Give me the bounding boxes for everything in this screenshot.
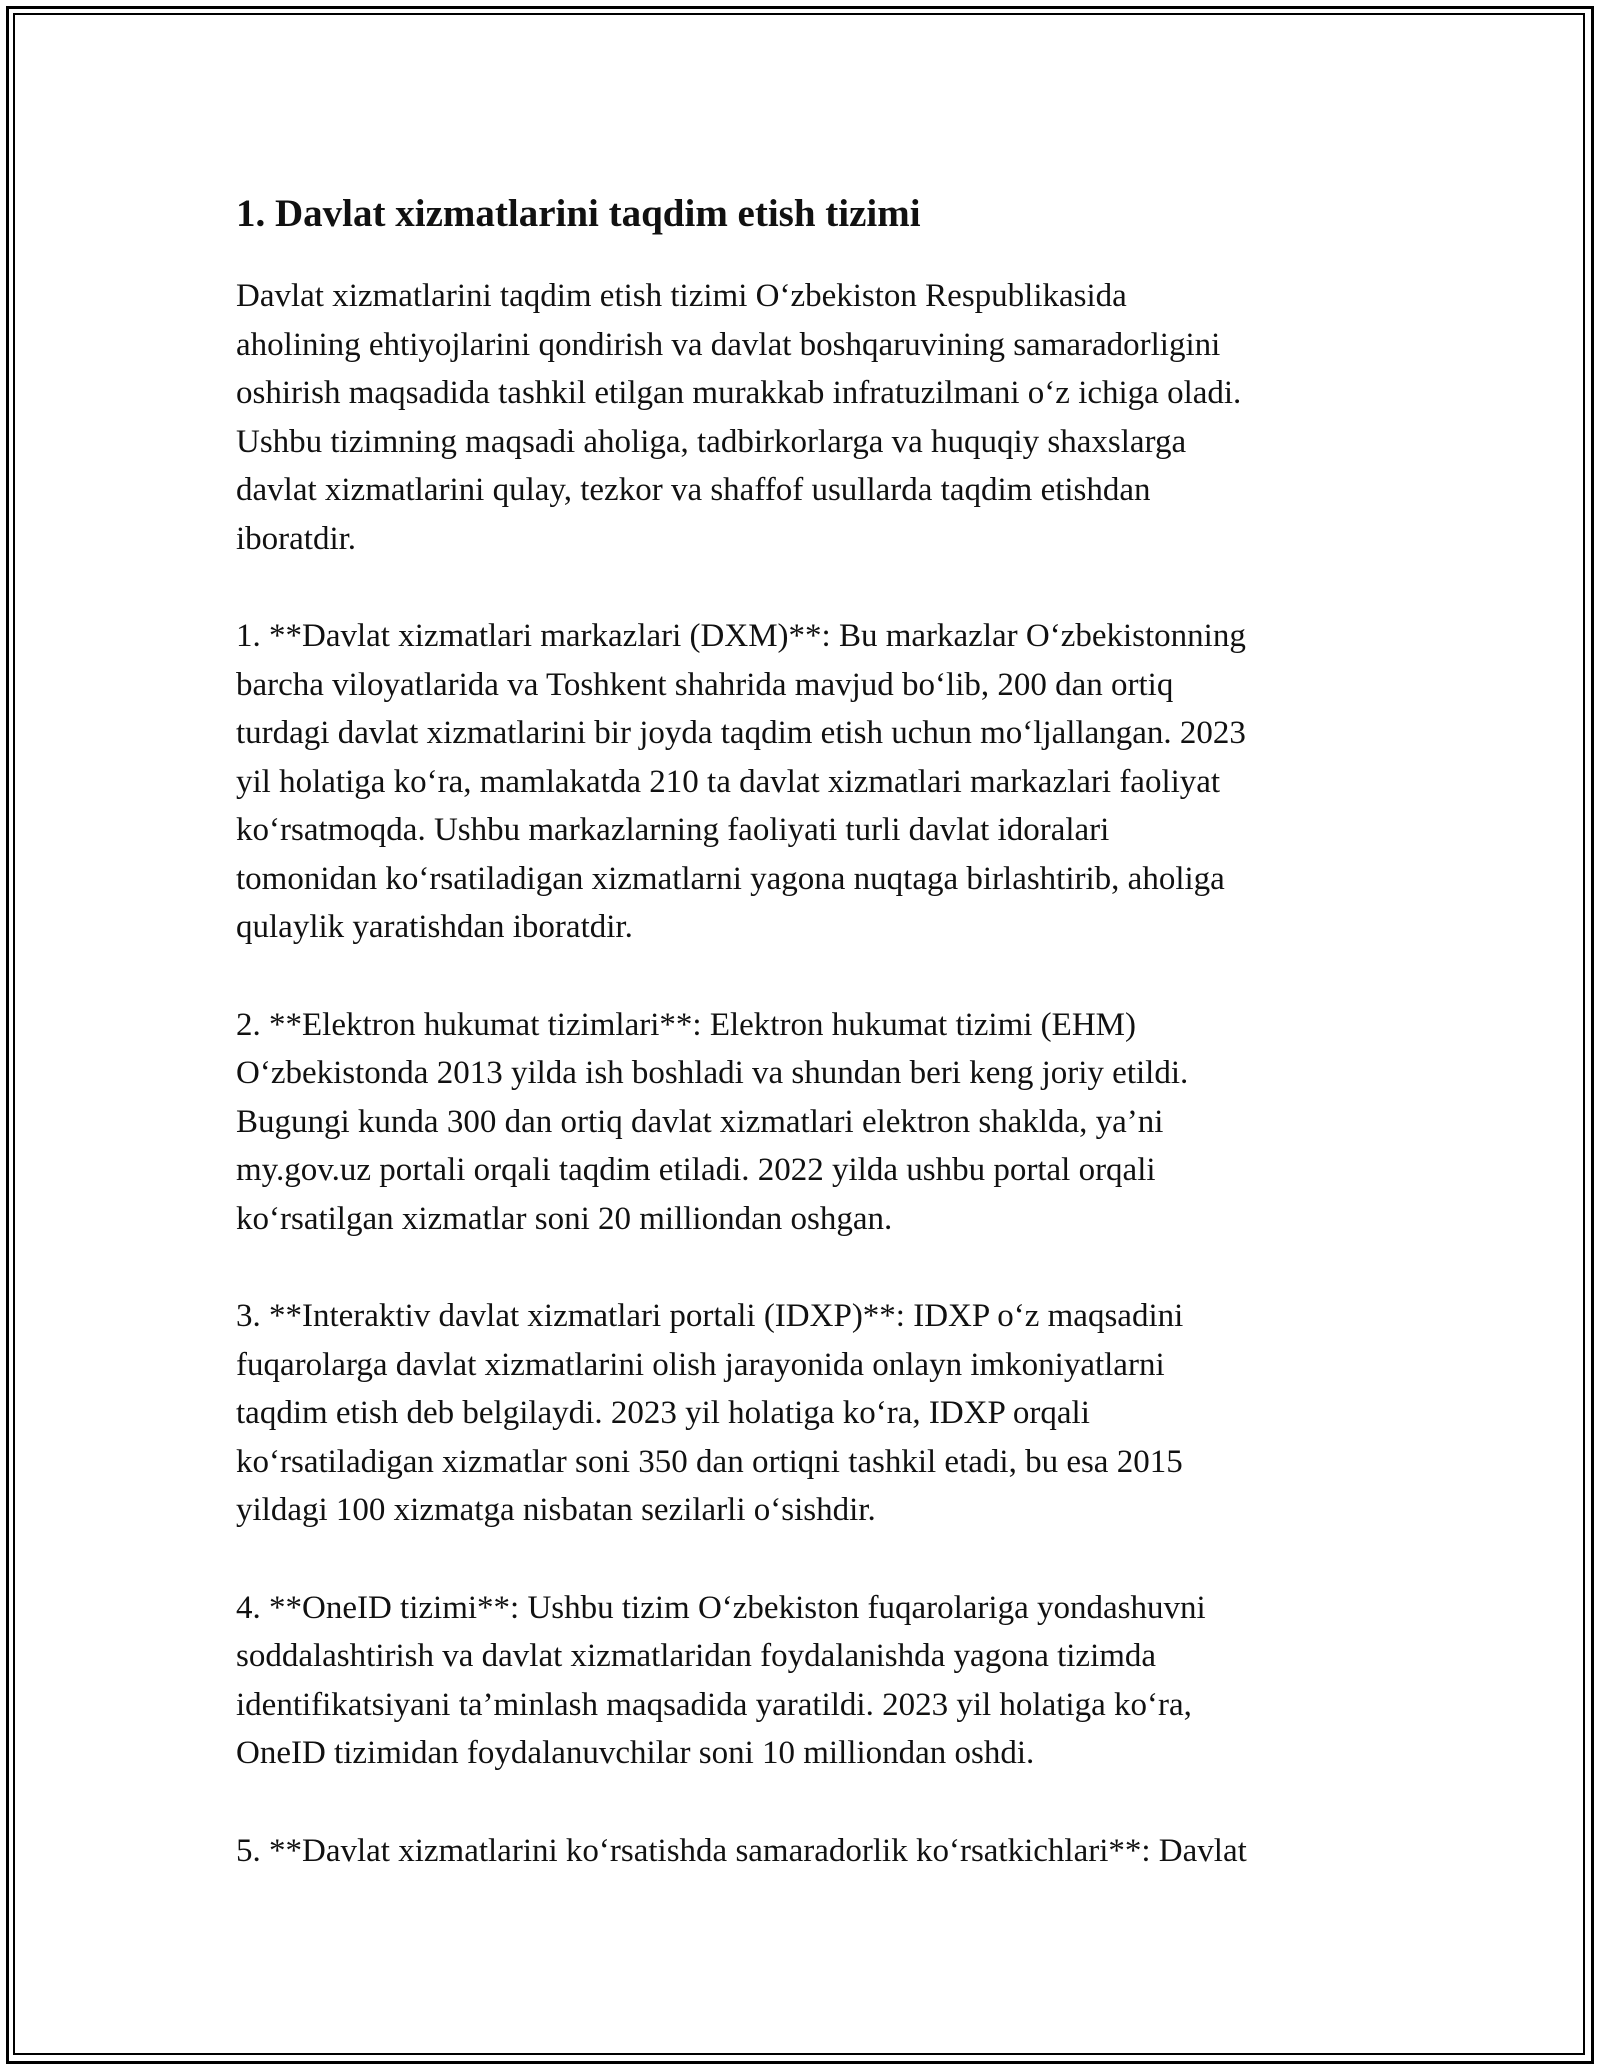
paragraph-item-5: 5. **Davlat xizmatlarini ko‘rsatishda samaradorlik ko‘rsatkichlari**: Davlat <box>236 1832 1247 1869</box>
document-body <box>236 184 1376 1924</box>
paragraph-item-1: 1. **Davlat xizmatlari markazlari (DXM)**: Bu markazlar O‘zbekistonning barcha viloyatlarida va Toshkent shahrida mavjud bo‘lib, 200 dan ortiq turdagi davlat xizmatlarini bir joyda taqdim etish uchun mo‘ljallangan. 2023 yil holatiga ko‘ra, mamlakatda 210 ta davlat xizmatlari markazlari faoliyat ko‘rsatmoqda. Ushbu markazlarning faoliyati turli davlat idoralari tomonidan ko‘rsatiladigan xizmatlarni yagona nuqtaga birlashtirib, aholiga qulaylik yaratishdan iboratdir. <box>236 618 1246 945</box>
intro-paragraph: Davlat xizmatlarini taqdim etish tizimi O‘zbekiston Respublikasida aholining ehtiyojlarini qondirish va davlat boshqaruvining samaradorligini oshirish maqsadida tashkil etilgan murakkab infratuzilmani o‘z ichiga oladi. Ushbu tizimning maqsadi aholiga, tadbirkorlarga va huquqiy shaxslarga davlat xizmatlarini qulay, tezkor va shaffof usullarda taqdim etishdan iboratdir. <box>236 278 1242 557</box>
paragraph-item-3: 3. **Interaktiv davlat xizmatlari portali (IDXP)**: IDXP o‘z maqsadini fuqarolarga davlat xizmatlarini olish jarayonida onlayn imkoniyatlarni taqdim etish deb belgilaydi. 2023 yil holatiga ko‘ra, IDXP orqali ko‘rsatiladigan xizmatlar soni 350 dan ortiqni tashkil etadi, bu esa 2015 yildagi 100 xizmatga nisbatan sezilarli o‘sishdir. <box>236 1298 1184 1528</box>
section-heading: 1. Davlat xizmatlarini taqdim etish tizimi <box>236 192 921 235</box>
paragraph-item-2: 2. **Elektron hukumat tizimlari**: Elektron hukumat tizimi (EHM) O‘zbekistonda 2013 yilda ish boshladi va shundan beri keng joriy etildi. Bugungi kunda 300 dan ortiq davlat xizmatlari elektron shaklda, ya’ni my.gov.uz portali orqali taqdim etiladi. 2022 yilda ushbu portal orqali ko‘rsatilgan xizmatlar soni 20 milliondan oshgan. <box>236 1006 1189 1237</box>
paragraph-item-4: 4. **OneID tizimi**: Ushbu tizim O‘zbekiston fuqarolariga yondashuvni soddalashtirish va davlat xizmatlaridan foydalanishda yagona tizimda identifikatsiyani ta’minlash maqsadida yaratildi. 2023 yil holatiga ko‘ra, OneID tizimidan foydalanuvchilar soni 10 milliondan oshdi. <box>236 1589 1206 1771</box>
